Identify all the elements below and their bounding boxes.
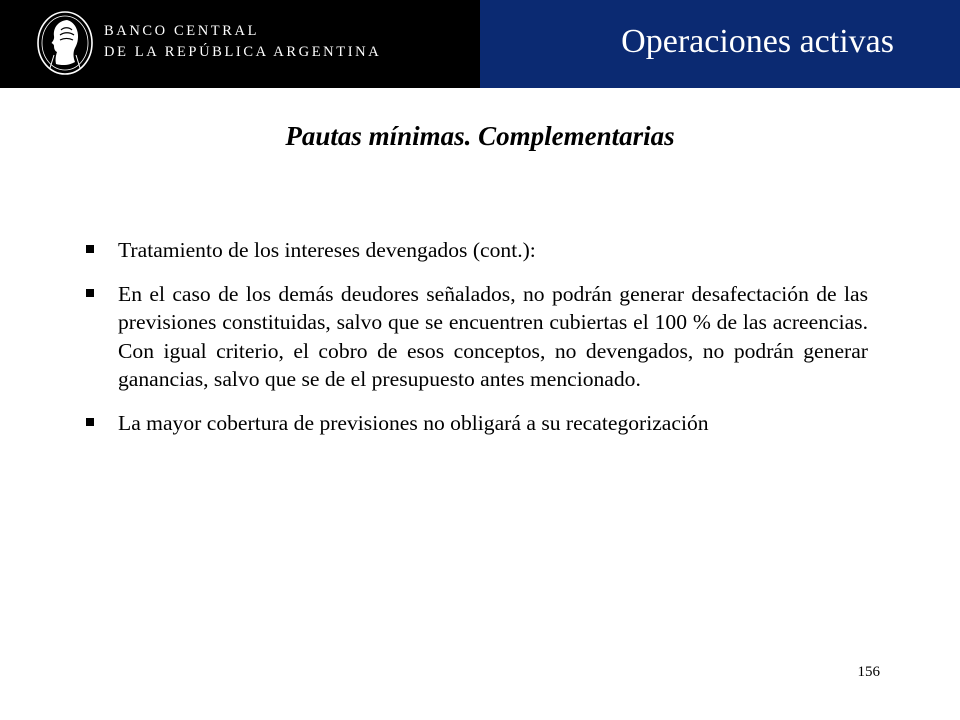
section-title: Operaciones activas (621, 23, 894, 60)
bullet-item (82, 236, 868, 265)
bullet-text: La mayor cobertura de previsiones no obligará a su recategorización (118, 410, 709, 435)
bullet-list (82, 236, 868, 452)
bullet-text: Tratamiento de los intereses devengados (cont.): (118, 238, 536, 262)
bullet-square-icon (86, 289, 94, 297)
bullet-square-icon (86, 418, 94, 426)
bullet-item (82, 280, 868, 394)
bank-name-line2: DE LA REPÚBLICA ARGENTINA (104, 44, 382, 60)
page-number: 156 (857, 664, 880, 680)
bank-name-line1: BANCO CENTRAL (104, 23, 260, 39)
bullet-item (82, 409, 868, 438)
slide-title: Pautas mínimas. Complementarias (285, 121, 675, 151)
republic-profile-emblem-icon (36, 10, 94, 76)
bullet-text: En el caso de los demás deudores señalados, no podrán generar desafectación de las previsiones constituidas, salvo que se encuentren cubiertas el 100 % de las acreencias. Con igual criterio, el cobro de esos conceptos, no devengados, no podrán generar ganancias, salvo que se de el presupuesto antes mencionado. (118, 281, 868, 391)
slide-header (0, 0, 960, 88)
bank-brand-area (0, 0, 480, 88)
bullet-square-icon (86, 245, 94, 253)
